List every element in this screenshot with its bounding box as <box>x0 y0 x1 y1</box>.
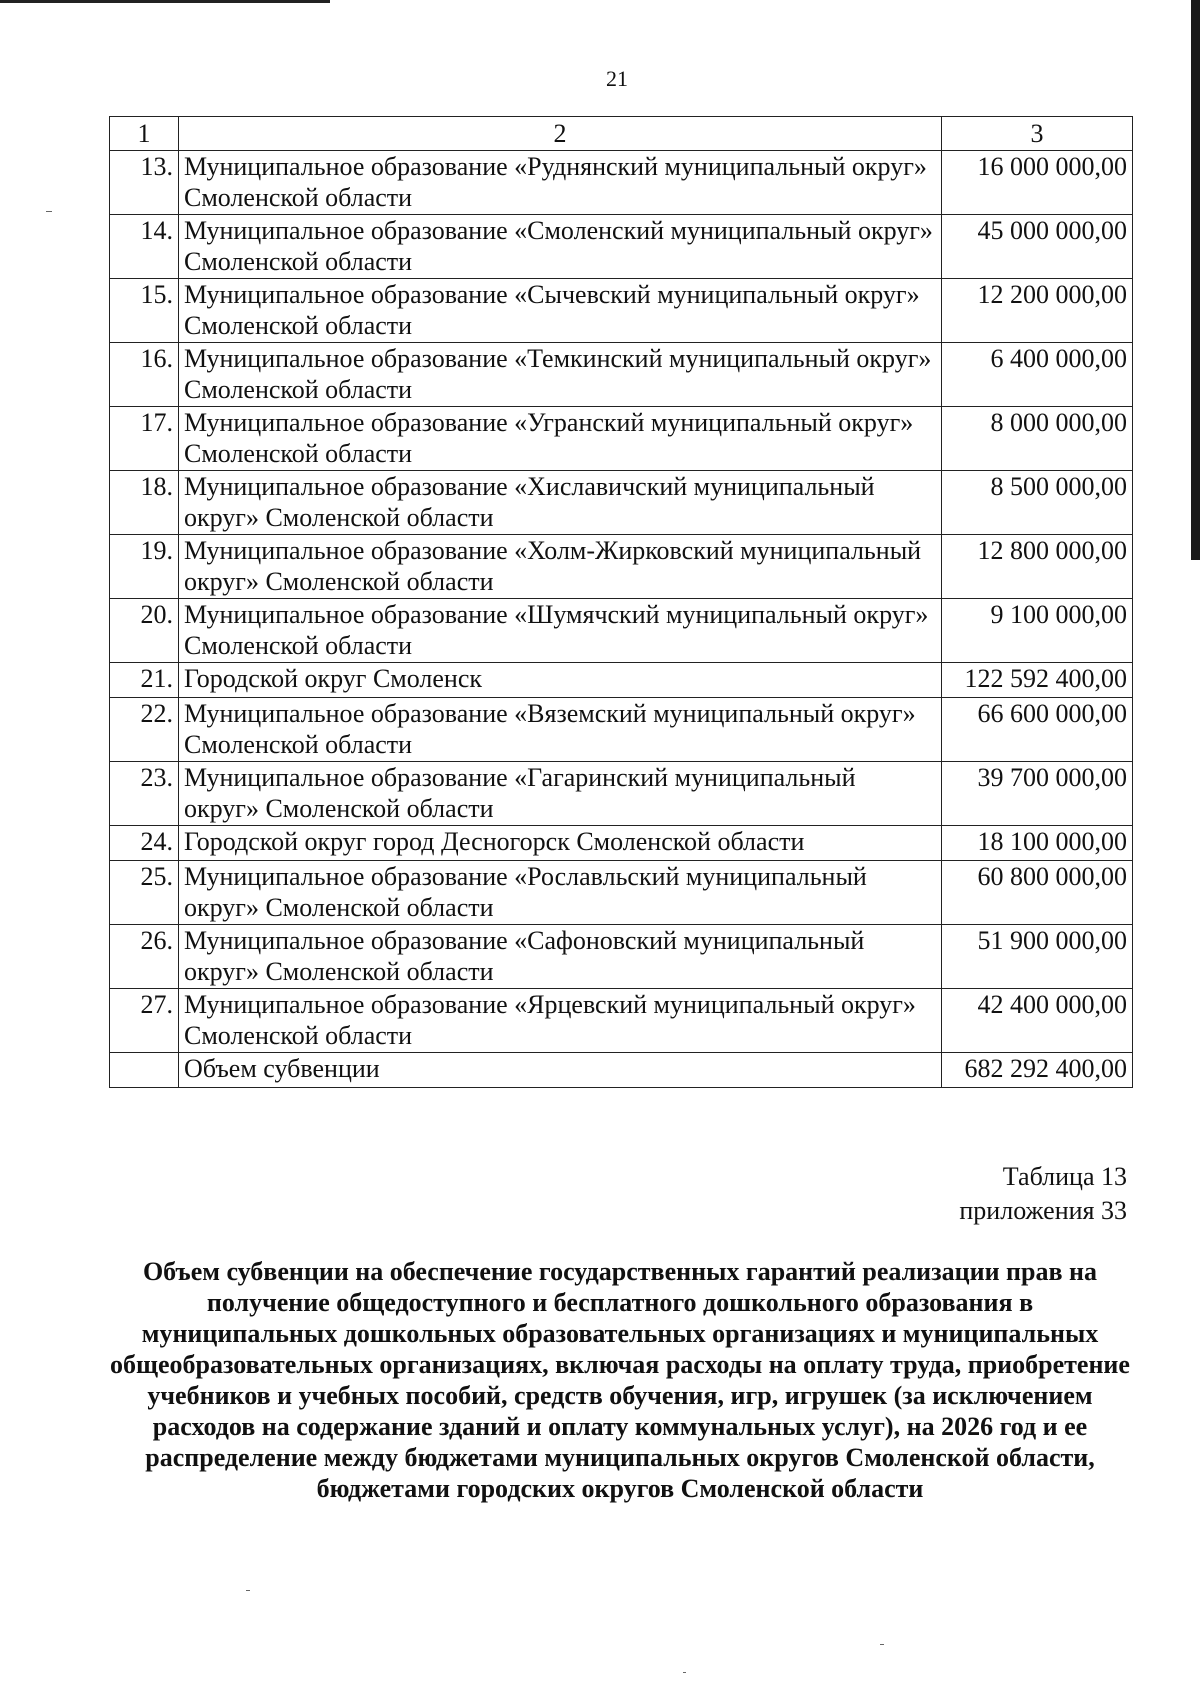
row-number: 25. <box>110 861 179 925</box>
table-row <box>110 471 1133 535</box>
row-amount: 39 700 000,00 <box>942 762 1133 826</box>
row-number: 21. <box>110 663 179 698</box>
table-row <box>110 925 1133 989</box>
table-label-line2: приложения 33 <box>959 1196 1127 1225</box>
table-label-line1: Таблица 13 <box>1002 1162 1127 1191</box>
row-name: Муниципальное образование «Холм-Жирковский муниципальный округ» Смоленской области <box>179 535 942 599</box>
row-name: Муниципальное образование «Сафоновский муниципальный округ» Смоленской области <box>179 925 942 989</box>
row-name: Муниципальное образование «Шумячский муниципальный округ» Смоленской области <box>179 599 942 663</box>
row-name: Муниципальное образование «Гагаринский муниципальный округ» Смоленской области <box>179 762 942 826</box>
row-name: Муниципальное образование «Угранский муниципальный округ» Смоленской области <box>179 407 942 471</box>
row-number: 19. <box>110 535 179 599</box>
table-total-row <box>110 1053 1133 1088</box>
row-number: 27. <box>110 989 179 1053</box>
row-name: Муниципальное образование «Ярцевский муниципальный округ» Смоленской области <box>179 989 942 1053</box>
row-amount: 9 100 000,00 <box>942 599 1133 663</box>
table-row <box>110 279 1133 343</box>
header-col-2: 2 <box>179 117 942 151</box>
row-amount: 8 000 000,00 <box>942 407 1133 471</box>
row-amount: 12 800 000,00 <box>942 535 1133 599</box>
total-label: Объем субвенции <box>179 1053 942 1088</box>
row-amount: 8 500 000,00 <box>942 471 1133 535</box>
row-name: Муниципальное образование «Темкинский муниципальный округ» Смоленской области <box>179 343 942 407</box>
row-name: Муниципальное образование «Вяземский муниципальный округ» Смоленской области <box>179 698 942 762</box>
row-name: Муниципальное образование «Хиславичский муниципальный округ» Смоленской области <box>179 471 942 535</box>
table-label <box>959 1160 1127 1228</box>
row-amount: 66 600 000,00 <box>942 698 1133 762</box>
row-number: 22. <box>110 698 179 762</box>
scan-speck <box>246 1590 250 1591</box>
table-row <box>110 535 1133 599</box>
table-row <box>110 989 1133 1053</box>
scan-top-rule <box>0 0 330 3</box>
table-row <box>110 599 1133 663</box>
total-number <box>110 1053 179 1088</box>
row-amount: 42 400 000,00 <box>942 989 1133 1053</box>
header-col-1: 1 <box>110 117 179 151</box>
row-number: 14. <box>110 215 179 279</box>
row-number: 17. <box>110 407 179 471</box>
row-number: 23. <box>110 762 179 826</box>
subvention-table <box>109 116 1133 1088</box>
row-amount: 122 592 400,00 <box>942 663 1133 698</box>
row-amount: 18 100 000,00 <box>942 826 1133 861</box>
row-number: 24. <box>110 826 179 861</box>
table-row <box>110 151 1133 215</box>
scan-speck <box>880 1644 884 1645</box>
row-amount: 12 200 000,00 <box>942 279 1133 343</box>
table-row <box>110 343 1133 407</box>
row-amount: 60 800 000,00 <box>942 861 1133 925</box>
row-number: 13. <box>110 151 179 215</box>
scan-speck <box>46 211 52 212</box>
header-col-3: 3 <box>942 117 1133 151</box>
page-number: 21 <box>606 66 628 91</box>
row-amount: 45 000 000,00 <box>942 215 1133 279</box>
table-row <box>110 698 1133 762</box>
table-row <box>110 826 1133 861</box>
scan-speck <box>683 1672 686 1673</box>
row-number: 20. <box>110 599 179 663</box>
row-amount: 16 000 000,00 <box>942 151 1133 215</box>
table-header-row <box>110 117 1133 151</box>
row-name: Городской округ город Десногорск Смоленской области <box>179 826 942 861</box>
total-amount: 682 292 400,00 <box>942 1053 1133 1088</box>
table-row <box>110 663 1133 698</box>
row-number: 26. <box>110 925 179 989</box>
row-number: 15. <box>110 279 179 343</box>
row-amount: 6 400 000,00 <box>942 343 1133 407</box>
row-name: Городской округ Смоленск <box>179 663 942 698</box>
table-row <box>110 861 1133 925</box>
table-row <box>110 215 1133 279</box>
row-number: 18. <box>110 471 179 535</box>
row-name: Муниципальное образование «Сычевский муниципальный округ» Смоленской области <box>179 279 942 343</box>
row-number: 16. <box>110 343 179 407</box>
row-amount: 51 900 000,00 <box>942 925 1133 989</box>
table-row <box>110 407 1133 471</box>
row-name: Муниципальное образование «Рославльский муниципальный округ» Смоленской области <box>179 861 942 925</box>
row-name: Муниципальное образование «Смоленский муниципальный округ» Смоленской области <box>179 215 942 279</box>
section-heading: Объем субвенции на обеспечение государственных гарантий реализации прав на получение общедоступного и бесплатного дошкольного образования в муниципальных дошкольных образовательных организациях и муниципальных общеобразовательных организациях, включая расходы на оплату труда, приобретение учебников и учебных пособий, средств обучения, игр, игрушек (за исключением расходов на содержание зданий и оплату коммунальных услуг), на 2026 год и ее распределение между бюджетами муниципальных округов Смоленской области, бюджетами городских округов Смоленской области <box>110 1257 1130 1503</box>
table-row <box>110 762 1133 826</box>
row-name: Муниципальное образование «Руднянский муниципальный округ» Смоленской области <box>179 151 942 215</box>
